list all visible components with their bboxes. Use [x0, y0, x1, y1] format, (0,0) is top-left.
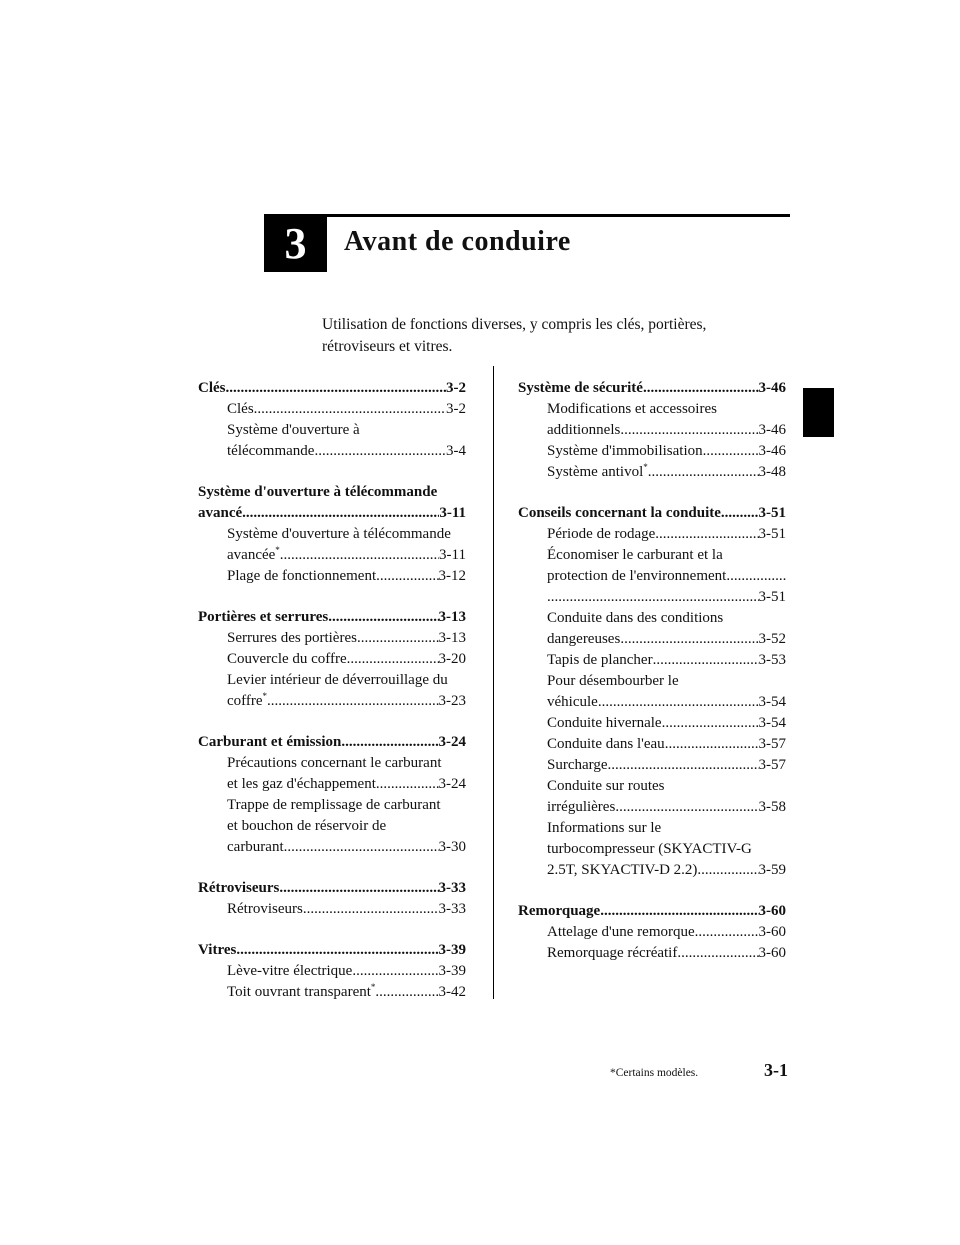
- section-heading: [198, 482, 466, 524]
- section-heading: [518, 901, 786, 922]
- dot-leader: [655, 524, 758, 545]
- header-rule: [327, 214, 790, 217]
- entry-label: Conduite dans l'eau: [547, 736, 665, 752]
- toc-entry: [518, 755, 786, 776]
- page-ref: 3-23: [438, 693, 466, 709]
- toc-section: [198, 940, 466, 1003]
- section-heading: [198, 732, 466, 753]
- entry-row: [547, 692, 786, 713]
- dot-leader: [352, 961, 438, 982]
- entry-row: [227, 691, 466, 712]
- entry-label: Système antivol*: [547, 462, 648, 480]
- dot-leader: [662, 713, 759, 734]
- page-ref: 3-48: [758, 464, 786, 480]
- section-heading: [198, 940, 466, 961]
- chapter-tab-marker: [803, 388, 834, 437]
- entry-label: Attelage d'une remorque: [547, 924, 695, 940]
- dot-leader: [653, 650, 759, 671]
- dot-leader: [665, 734, 759, 755]
- toc-entry: [518, 713, 786, 734]
- dot-leader: [648, 462, 759, 483]
- toc-entry: [198, 795, 466, 858]
- toc-entry: [198, 628, 466, 649]
- page-ref: 3-24: [438, 734, 466, 750]
- chapter-number: 3: [264, 214, 327, 272]
- entry-row: [227, 649, 466, 670]
- entry-row: [227, 774, 466, 795]
- toc-entry: [518, 734, 786, 755]
- heading-row: [198, 607, 466, 628]
- entry-label: Toit ouvrant transparent*: [227, 982, 376, 1000]
- entry-row: [547, 629, 786, 650]
- page-ref: 3-42: [438, 984, 466, 1000]
- dot-leader: [615, 797, 758, 818]
- page-ref: 3-20: [438, 651, 466, 667]
- dot-leader: [284, 837, 439, 858]
- entry-row: [227, 982, 466, 1003]
- entry-row: [547, 797, 786, 818]
- entry-row: [547, 524, 786, 545]
- entry-label: avancée*: [227, 545, 280, 563]
- page-ref: 3-51: [758, 505, 786, 521]
- entry-line: Système d'ouverture à: [227, 422, 360, 438]
- entry-label: carburant: [227, 839, 284, 855]
- dot-leader: [376, 774, 439, 795]
- dot-leader: [254, 399, 446, 420]
- asterisk-mark: *: [262, 691, 268, 701]
- entry-line: Économiser le carburant et la: [547, 547, 723, 563]
- toc-entry: [518, 650, 786, 671]
- entry-label: et les gaz d'échappement: [227, 776, 376, 792]
- page-ref: 3-60: [758, 945, 786, 961]
- toc-section: [198, 878, 466, 920]
- entry-line: Pour désembourber le: [547, 673, 679, 689]
- toc-section: [198, 378, 466, 462]
- page-ref: 3-13: [438, 630, 466, 646]
- dot-leader: [703, 441, 759, 462]
- entry-row: [547, 587, 786, 608]
- dot-leader: [697, 860, 758, 881]
- entry-row: [547, 922, 786, 943]
- toc-entry: [198, 420, 466, 462]
- page-ref: 3-33: [438, 880, 466, 896]
- toc-entry: [198, 649, 466, 670]
- entry-label: irrégulières: [547, 799, 616, 815]
- entry-row: [547, 650, 786, 671]
- section-heading: [198, 878, 466, 899]
- page-ref: 3-60: [758, 903, 786, 919]
- heading-row: [198, 940, 466, 961]
- heading-line: Système d'ouverture à télécommande: [198, 484, 438, 500]
- entry-label: Système de sécurité: [518, 380, 643, 396]
- entry-label: Serrures des portières: [227, 630, 357, 646]
- toc-section: [518, 901, 786, 964]
- entry-label: protection de l'environnement: [547, 568, 727, 584]
- entry-label: Remorquage récréatif: [547, 945, 678, 961]
- entry-label: Surcharge: [547, 757, 608, 773]
- dot-leader: [598, 692, 759, 713]
- entry-line: turbocompresseur (SKYACTIV-G: [547, 841, 752, 857]
- entry-row: [547, 755, 786, 776]
- entry-label: avancé: [198, 505, 243, 521]
- asterisk-mark: *: [275, 545, 280, 555]
- dot-leader: [695, 922, 759, 943]
- page-ref: 3-52: [758, 631, 786, 647]
- toc-entry: [518, 943, 786, 964]
- dot-leader: [280, 545, 439, 566]
- entry-label: Conduite hivernale: [547, 715, 662, 731]
- toc-entry: [518, 441, 786, 462]
- entry-row: [547, 566, 786, 587]
- toc-entry: [198, 982, 466, 1003]
- entry-line: Levier intérieur de déverrouillage du: [227, 672, 448, 688]
- dot-leader: [279, 878, 438, 899]
- entry-label: véhicule: [547, 694, 598, 710]
- page-ref: 3-51: [758, 589, 786, 605]
- entry-row: [227, 566, 466, 587]
- page-ref: 3-54: [758, 715, 786, 731]
- entry-label: Carburant et émission: [198, 734, 342, 750]
- entry-line: Conduite dans des conditions: [547, 610, 724, 626]
- toc-entry: [518, 524, 786, 545]
- page-ref: 3-46: [758, 443, 786, 459]
- page-ref: 3-51: [758, 526, 786, 542]
- toc-entry: [518, 776, 786, 818]
- page-ref: 3-53: [758, 652, 786, 668]
- page-ref: 3-46: [758, 422, 786, 438]
- column-divider: [493, 366, 494, 999]
- chapter-title: Avant de conduire: [344, 226, 571, 257]
- page-number: 3-1: [764, 1060, 788, 1080]
- heading-row: [198, 732, 466, 753]
- toc-section: [198, 482, 466, 587]
- dot-leader: [357, 628, 439, 649]
- entry-row: [227, 628, 466, 649]
- entry-line: Informations sur le: [547, 820, 662, 836]
- entry-line: Système d'ouverture à télécommande: [227, 526, 451, 542]
- dot-leader: [376, 566, 438, 587]
- entry-row: [547, 734, 786, 755]
- heading-row: [198, 378, 466, 399]
- entry-row: [547, 420, 786, 441]
- entry-row: [227, 441, 466, 462]
- page-ref: 3-30: [438, 839, 466, 855]
- dot-leader: [226, 378, 447, 399]
- entry-row: [227, 899, 466, 920]
- page-ref: 3-60: [758, 924, 786, 940]
- entry-row: [547, 860, 786, 881]
- page-ref: 3-11: [439, 547, 466, 563]
- entry-label: Période de rodage: [547, 526, 656, 542]
- dot-leader: [236, 940, 438, 961]
- toc-section: [198, 732, 466, 858]
- asterisk-mark: *: [370, 982, 376, 992]
- dot-leader: [547, 587, 759, 608]
- dot-leader: [303, 899, 439, 920]
- page-ref: 3-58: [758, 799, 786, 815]
- section-heading: [198, 378, 466, 399]
- dot-leader: [600, 901, 758, 922]
- entry-label: télécommande: [227, 443, 315, 459]
- entry-label: coffre*: [227, 691, 268, 709]
- entry-row: [227, 399, 466, 420]
- page-ref: 3-39: [438, 963, 466, 979]
- toc-section: [518, 378, 786, 483]
- entry-row: [547, 462, 786, 483]
- toc-entry: [198, 753, 466, 795]
- entry-label: Remorquage: [518, 903, 601, 919]
- entry-label: Rétroviseurs: [198, 880, 280, 896]
- page-ref: 3-4: [446, 443, 466, 459]
- toc-entry: [198, 961, 466, 982]
- entry-label: Clés: [227, 401, 254, 417]
- dot-leader: [375, 982, 438, 1003]
- chapter-intro: Utilisation de fonctions diverses, y compris les clés, portières, rétroviseurs et vitres.: [322, 316, 707, 355]
- dot-leader: [341, 732, 438, 753]
- heading-row: [518, 378, 786, 399]
- toc-section: [198, 607, 466, 712]
- toc-right-column: [518, 378, 786, 984]
- heading-row: [198, 878, 466, 899]
- heading-row: [198, 503, 466, 524]
- entry-label: Plage de fonctionnement: [227, 568, 377, 584]
- toc-section: [518, 503, 786, 881]
- section-heading: [198, 607, 466, 628]
- page-ref: 3-57: [758, 757, 786, 773]
- page-ref: 3-33: [438, 901, 466, 917]
- entry-label: Système d'immobilisation: [547, 443, 703, 459]
- toc-entry: [198, 670, 466, 712]
- entry-label: additionnels: [547, 422, 621, 438]
- entry-line: Trappe de remplissage de carburant: [227, 797, 441, 813]
- page-ref: 3-24: [438, 776, 466, 792]
- entry-label: Couvercle du coffre: [227, 651, 347, 667]
- dot-leader: [314, 441, 446, 462]
- entry-label: Tapis de plancher: [547, 652, 653, 668]
- toc-entry: [518, 671, 786, 713]
- dot-leader: [267, 691, 438, 712]
- heading-row: [518, 901, 786, 922]
- entry-line: et bouchon de réservoir de: [227, 818, 387, 834]
- dot-leader: [721, 503, 759, 524]
- page-ref: 3-2: [446, 380, 466, 396]
- toc-entry: [198, 899, 466, 920]
- asterisk-mark: *: [643, 462, 648, 472]
- toc-entry: [518, 608, 786, 650]
- entry-line: Conduite sur routes: [547, 778, 665, 794]
- entry-row: [227, 545, 466, 566]
- page-ref: 3-2: [446, 401, 466, 417]
- entry-label: Clés: [198, 380, 226, 396]
- entry-line: Modifications et accessoires: [547, 401, 717, 417]
- page-ref: 3-12: [438, 568, 466, 584]
- page-ref: 3-11: [439, 505, 466, 521]
- toc-entry: [518, 818, 786, 881]
- page-ref: 3-59: [758, 862, 786, 878]
- page-ref: 3-13: [438, 609, 466, 625]
- dot-leader: [608, 755, 759, 776]
- entry-label: Vitres: [198, 942, 237, 958]
- toc-entry: [198, 524, 466, 566]
- entry-label: Rétroviseurs: [227, 901, 303, 917]
- entry-label: Portières et serrures: [198, 609, 329, 625]
- toc-entry: [518, 462, 786, 483]
- entry-row: [227, 837, 466, 858]
- toc-left-column: [198, 378, 466, 1023]
- dot-leader: [620, 420, 758, 441]
- toc-entry: [518, 922, 786, 943]
- section-heading: [518, 378, 786, 399]
- entry-label: dangereuses: [547, 631, 621, 647]
- toc-entry: [198, 566, 466, 587]
- entry-label: 2.5T, SKYACTIV-D 2.2): [547, 862, 698, 878]
- entry-line: Précautions concernant le carburant: [227, 755, 442, 771]
- dot-leader: [242, 503, 439, 524]
- dot-leader: [726, 566, 786, 587]
- dot-leader: [328, 607, 438, 628]
- dot-leader: [347, 649, 439, 670]
- toc-entry: [518, 399, 786, 441]
- dot-leader: [620, 629, 758, 650]
- toc-entry: [198, 399, 466, 420]
- entry-row: [547, 943, 786, 964]
- entry-row: [547, 713, 786, 734]
- page-ref: 3-46: [758, 380, 786, 396]
- page-ref: 3-57: [758, 736, 786, 752]
- entry-row: [227, 961, 466, 982]
- toc-entry: [518, 545, 786, 608]
- chapter-header: [264, 214, 790, 272]
- footnote: *Certains modèles.: [610, 1067, 699, 1079]
- page-ref: 3-39: [438, 942, 466, 958]
- entry-label: Conseils concernant la conduite: [518, 505, 721, 521]
- page-ref: 3-54: [758, 694, 786, 710]
- entry-label: Lève-vitre électrique: [227, 963, 353, 979]
- dot-leader: [677, 943, 758, 964]
- dot-leader: [643, 378, 759, 399]
- entry-row: [547, 441, 786, 462]
- heading-row: [518, 503, 786, 524]
- section-heading: [518, 503, 786, 524]
